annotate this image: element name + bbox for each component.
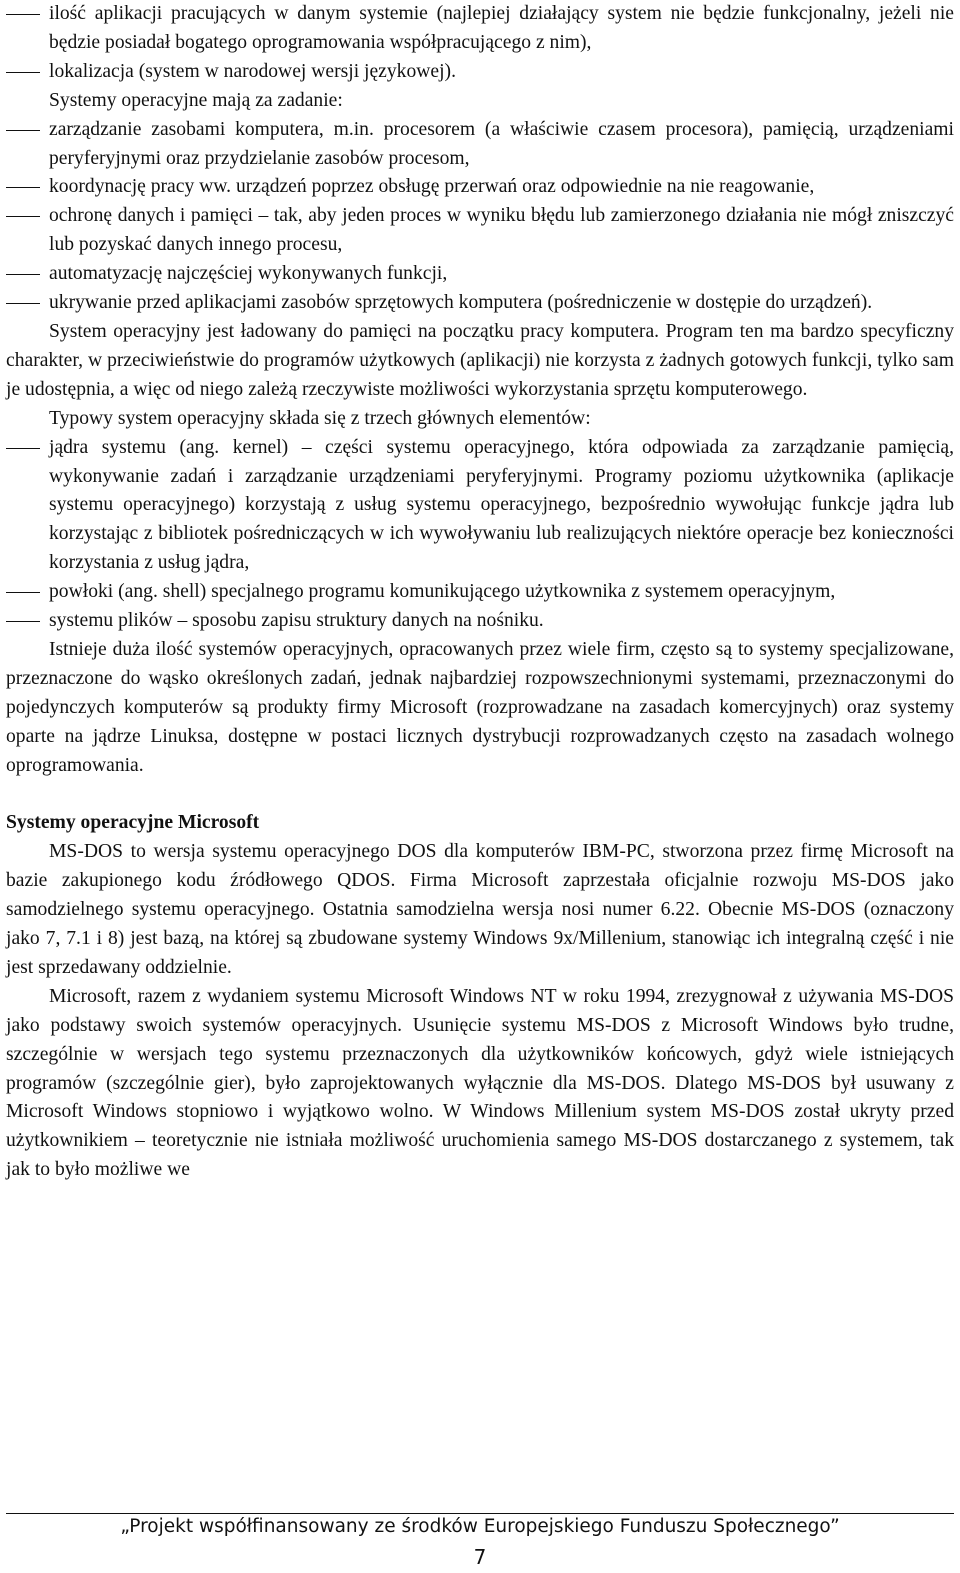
footer-project-text: „Projekt współfinansowany ze środków Europejskiego Funduszu Społecznego”: [120, 1516, 840, 1537]
paragraph-windows-nt: Microsoft, razem z wydaniem systemu Microsoft Windows NT w roku 1994, zrezygnował z używania MS-DOS jako podstawy swoich systemów operacyjnych. Usunięcie systemu MS-DOS z Microsoft Windows było trudne, szczególnie w wersjach tego systemu przeznaczonych dla użytkowników końcowych, gdyż wiele istniejących programów (szczególnie gier), było zaprojektowanych wyłącznie dla MS-DOS. Dlatego MS-DOS był usuwany z Microsoft Windows stopniowo i wyjątkowo wolno. W Windows Millenium system MS-DOS został ukryty przed użytkownikiem – teoretycznie nie istniała możliwość uruchomienia samego MS-DOS dostarczanego z systemem, tak jak to było możliwe we: [6, 985, 954, 1181]
page-number: 7: [473, 1545, 487, 1569]
list-item: ilość aplikacji pracujących w danym systemie (najlepiej działający system nie będzie funkcjonalny, jeżeli nie będzie posiadał bogatego oprogramowania współpracującego z nim),: [6, 0, 954, 58]
list-item: automatyzację najczęściej wykonywanych funkcji,: [6, 260, 954, 289]
list-item: ukrywanie przed aplikacjami zasobów sprzętowych komputera (pośredniczenie w dostępie do urządzeń).: [6, 289, 954, 318]
list-item: zarządzanie zasobami komputera, m.in. procesorem (a właściwie czasem procesora), pamięcią, urządzeniami peryferyjnymi oraz przydzielanie zasobów procesom,: [6, 116, 954, 174]
tasks-intro: Systemy operacyjne mają za zadanie:: [49, 89, 343, 111]
paragraph-msdos: MS-DOS to wersja systemu operacyjnego DOS dla komputerów IBM-PC, stworzona przez firmę Microsoft na bazie zakupionego kodu źródłowego QDOS. Firma Microsoft zaprzestała oficjalnie rozwoju MS-DOS jako samodzielnego systemu operacyjnego. Ostatnia samodzielna wersja nosi numer 6.22. Obecnie MS-DOS (oznaczony jako 7, 7.1 i 8) jest bazą, na której są zbudowane systemy Windows 9x/Millenium, stanowiąc ich integralną część i nie jest sprzedawany oddzielnie.: [6, 841, 954, 978]
document-page: [6, 0, 954, 1185]
list-item: ochronę danych i pamięci – tak, aby jeden proces w wyniku błędu lub zamierzonego działania nie mógł zniszczyć lub pozyskać danych innego procesu,: [6, 202, 954, 260]
paragraph-many-systems: Istnieje duża ilość systemów operacyjnych, opracowanych przez wiele firm, często są to systemy specjalizowane, przeznaczone do wąsko określonych zadań, jednak najbardziej rozpowszechnionymi systemami, przeznaczonymi do pojedynczych komputerów są produkty firmy Microsoft (rozprowadzane na zasadach komercyjnych) oraz systemy oparte na jądrze Linuksa, dostępne w postaci licznych dystrybucji rozprowadzanych często na zasadach wolnego oprogramowania.: [6, 638, 954, 776]
list-item: jądra systemu (ang. kernel) – części systemu operacyjnego, która odpowiada za zarządzanie pamięcią, wykonywanie zadań i zarządzanie urządzeniami peryferyjnymi. Programy poziomu użytkownika (aplikacje systemu operacyjnego) korzystają z usług systemu operacyjnego, bezpośrednio wywołując funkcje jądra lub korzystając z bibliotek pośredniczących w ich wywoływaniu lub realizujących niektóre operacje bez konieczności korzystania z usług jądra,: [6, 434, 954, 579]
list-item: koordynację pracy ww. urządzeń poprzez obsługę przerwań oraz odpowiednie na nie reagowanie,: [6, 173, 954, 202]
list-item: powłoki (ang. shell) specjalnego programu komunikującego użytkownika z systemem operacyjnym,: [6, 578, 954, 607]
list-item: systemu plików – sposobu zapisu struktury danych na nośniku.: [6, 607, 954, 636]
list-item: lokalizacja (system w narodowej wersji językowej).: [6, 58, 954, 87]
elements-intro: Typowy system operacyjny składa się z trzech głównych elementów:: [49, 407, 591, 429]
section-heading: Systemy operacyjne Microsoft: [6, 812, 260, 834]
paragraph-loading: System operacyjny jest ładowany do pamięci na początku pracy komputera. Program ten ma bardzo specyficzny charakter, w przeciwieństwie do programów użytkowych (aplikacji) nie korzysta z żadnych gotowych funkcji, tylko sam je udostępnia, a więc od niego zależą rzeczywiste możliwości wykorzystania sprzętu komputerowego.: [6, 320, 954, 400]
